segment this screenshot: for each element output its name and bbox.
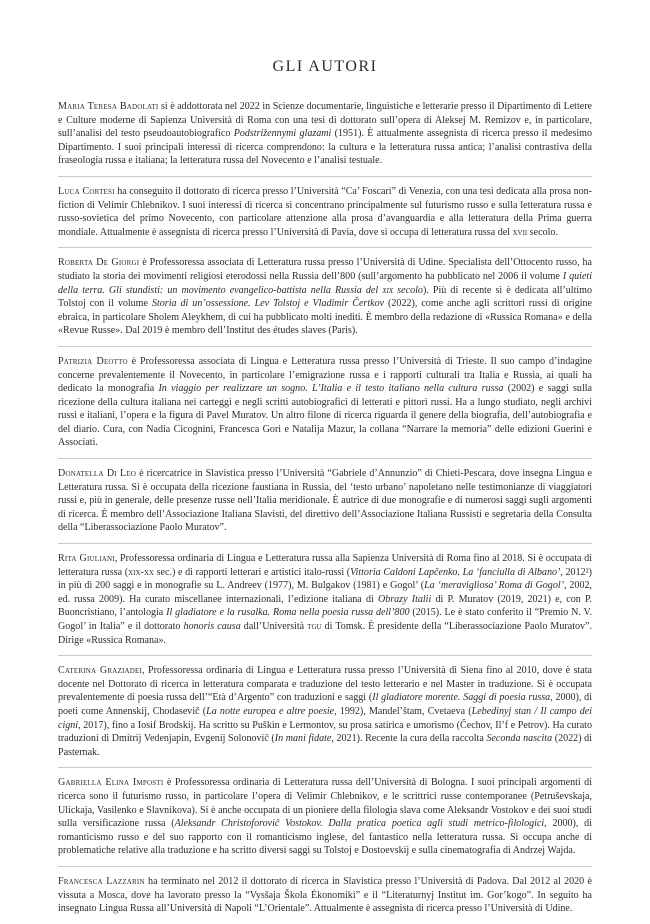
work-title: I quieti della terra. Gli stundisti: un movimento evangelico-battista nella Russia del [58, 270, 592, 296]
authors-list [58, 100, 592, 924]
bio-text: xvii [512, 226, 528, 238]
bio-text: sec.) e di rapporti letterari e artistici italo-russi ( [153, 566, 351, 578]
bio-text: xix-xx [128, 566, 154, 578]
work-title: Aleksandr Christoforovič Vostokov. Dalla pratica poetica agli studi metrico-filologici [174, 818, 545, 830]
author-name: Gabriella Elina Imposti [58, 777, 164, 789]
bio-text: ). Più di recente si è dedicata all’ultimo Tolstoj con il volume [58, 284, 593, 310]
author-name: Rita Giuliani [58, 553, 115, 565]
bio-text: si è addottorata nel 2022 in Scienze documentarie, linguistiche e letterarie presso il Dipartimento di Lettere e Culture moderne di Sapienza Università di Roma con una tesi di dottorato sull’opera di Aleksej M. Remizov e, in particolare, sull’analisi del testo pseudoautobiografico [58, 101, 593, 140]
bio-text: di P. Muratov (2019, 2021) e, con P. Buoncristiano, l’antologia [58, 593, 592, 619]
bio-text: (2022) di Pasternak. [58, 733, 592, 758]
bio-text: (2022), come anche agli scrittori russi di origine ebraica, in particolare Sholem Aleykhem, di cui ha pubblicato molti inediti. È membro della redazione di «Russica Romana» e della «Revue Russe». Dal 2019 è membro dell’Institut des études slaves (Paris). [58, 298, 593, 337]
author-name: Maria Teresa Badolati [58, 101, 159, 112]
work-title: Lebedinyj stan / Il campo dei cigni [58, 705, 592, 731]
bio-text: , 2017), fino a Iosif Brodskij. Ha scritto su Puškin e Lermontov, su prosa satirica e umorismo (Čechov, Il’f e Petrov). Ha curato traduzioni di Dmitrij Vedenjapin, Evgenij Solonovič ( [58, 719, 592, 745]
bio-text: (2015). Le è stato conferito il “Premio N. V. Gogol’ in Italia” e il dottorato [58, 607, 592, 632]
bio-text: , 2000), di poeti come Annenskij, Chodasevič ( [58, 692, 592, 717]
bio-text: , 2000), di romanticismo russo e del suo rapporto con il romanticismo inglese, del fantastico nella letteratura russa. Si occupa anche di problematiche relative alla traduzione e ha scritto diversi saggi su Tolstoj e Dostoevskij e sulla cinematografia di Andrzej Wajda. [58, 818, 592, 857]
work-title: Obrazy Italii [377, 593, 432, 605]
bio-text: (1951). È attualmente assegnista di ricerca presso il medesimo Dipartimento. I suoi principali interessi di ricerca comprendono: la cultura e la letteratura russa antica; l’analisi contrastiva della fraseologia russa e italiana; la letteratura russa del Novecento e l’analisi testuale. [58, 128, 592, 167]
author-entry [58, 552, 592, 656]
author-entry [58, 467, 592, 544]
bio-text: , Professoressa ordinaria di Lingua e Letteratura russa presso l’Università di Siena fino al 2010, dove è stata docente nel Dottorato di ricerca in letteratura comparata e traduzione del testo letterario e nel Master in traduzione. Si è occupata prevalentemente di poesia russa dell’“Età d’Argento” con traduzioni e saggi ( [58, 665, 593, 704]
work-title: Il gladiatore e la rusalka. Roma nella poesia russa dell’800 [166, 607, 410, 619]
work-title: secolo [393, 284, 423, 296]
bio-text: ha terminato nel 2012 il dottorato di ricerca in Slavistica presso l’Università di Padova. Dal 2012 al 2020 è vissuta a Mosca, dove ha lavorato presso la “Vysšaja Škola Ėkonomiki” e il “Literaturnyj Institut im. Gor’kogo”. In seguito ha insegnato Lingua Russa all’Università di Napoli “L’Orientale”. Attualmente è assegnista di ricerca presso l’Università di Udine. [58, 875, 592, 915]
bio-text: di Tomsk. È presidente della “Liberassociazione Paolo Muratov”. Dirige «Russica Romana». [58, 621, 593, 646]
author-name: Patrizia Deotto [58, 355, 128, 367]
bio-text: , 1992), Mandel’štam, Cvetaeva ( [334, 705, 472, 717]
page-title: GLI AUTORI [272, 58, 378, 75]
bio-text: è Professoressa associata di Letteratura russa presso l’Università di Udine. Specialista dell’Ottocento russo, ha studiato la storia dei movimenti religiosi eterodossi nella Russia dell’800 (sull’argomento ha pubblicato nel 2006 il volume [58, 257, 592, 282]
bio-text: tgu [307, 621, 322, 632]
work-title: Seconda nascita [486, 733, 553, 745]
work-title: Storia di un’ossessione. Lev Tolstoj e Vladimir Čertkov [151, 298, 385, 310]
author-entry [58, 664, 592, 768]
bio-text: , 2002, ed. russa 2009). Ha curato miscellanee internazionali, l’edizione italiana di [58, 580, 593, 605]
bio-text: secolo. [527, 226, 558, 238]
author-entry [58, 875, 592, 924]
work-title: La ‘meravigliosa’ Roma di Gogol’ [424, 580, 564, 592]
author-entry [58, 256, 592, 347]
work-title: Il gladiatore morente. Saggi di poesia russa [372, 692, 551, 704]
work-title: Podstrižennymi glazami [233, 128, 332, 140]
author-entry [58, 355, 592, 459]
author-entry [58, 100, 592, 177]
bio-text: , 2012²) in più di 200 saggi e in monografie su L. Andreev (1977), M. Bulgakov (1981) e Gogol’ ( [58, 566, 592, 592]
author-name: Luca Cortesi [58, 185, 115, 197]
bio-text: è Professoressa ordinaria di Letteratura russa dell’Università di Bologna. I suoi principali argomenti di ricerca sono il futurismo russo, in particolare l’opera di Velimir Chlebnikov, e le scrittrici russe contemporanee (Petruševskaja, Ulickaja, Vasilenko e Slavnikova). Si è anche occupata di un pioniere della filologia slava come Aleksandr Vostokov e dei suoi studi sulla versificazione russa ( [58, 777, 592, 830]
work-title: In mani fidate [274, 733, 332, 745]
bio-text: ha conseguito il dottorato di ricerca presso l’Università “Ca’ Foscari” di Venezia, con una tesi dedicata alla prosa non-fiction di Velimir Chlebnikov. I suoi interessi di ricerca si concentrano principalmente sul futurismo russo e sulla letteratura russa e russo-sovietica del primo Novecento, con particolare attenzione alla prosa d’avanguardia e alla letteratura della Prima guerra mondiale. Attualmente è assegnista di ricerca presso l’Università di Pavia, dove si occupa di letteratura russa del [58, 185, 593, 238]
author-entry [58, 776, 592, 867]
author-entry [58, 185, 592, 248]
work-title: La notte europea e altre poesie [206, 705, 335, 717]
bio-text: è Professoressa associata di Lingua e Letteratura russa presso l’Università di Trieste. Il suo campo d’indagine concerne prevalentemente il Novecento, in particolare l’emigrazione russa e i rapporti culturali tra Italia e Russia, ai quali ha dedicato la monografia [58, 355, 592, 395]
bio-text: , Professoressa ordinaria di Lingua e Letteratura russa alla Sapienza Università di Roma fino al 2018. Si è occupata di letteratura russa ( [58, 553, 593, 578]
bio-text: dall’Università [240, 621, 308, 632]
author-name: Francesca Lazzarin [58, 875, 145, 887]
bio-text: (2002) e saggi sulla ricezione della cultura italiana nei carteggi e negli scritti autobiografici di letterati e pittori russi. Ha a lungo studiato, negli archivi russi e italiani, l’opera e la figura di Pavel Muratov. Un altro filone di ricerca riguarda il genere della biografia, dell’autobiografia e del diario. Cura, con Nadia Cicognini, Francesca Gori e Natalija Mazur, la collana “Narrare la memoria” delle edizioni Guerini e Associati. [58, 383, 592, 449]
author-name: Donatella Di Leo [58, 468, 137, 480]
bio-text: è ricercatrice in Slavistica presso l’Università “Gabriele d’Annunzio” di Chieti-Pescara, dove insegna Lingua e Letteratura russa. Si è occupata della ricezione faustiana in Russia, del ‘testo urbano’ napoletano nelle testimonianze di viaggiatori russi e, più in generale, delle presenze russe nell’Italia meridionale. È autrice di due monografie e di numerosi saggi sugli argomenti di ricerca. È membro dell’Associazione Italiana Slavisti, del direttivo dell’Associazione Italiana Russisti e segretaria della Consulta della “Liberassociazione Paolo Muratov”. [58, 468, 592, 534]
work-title: Vittoria Caldoni Lapčenko. La ‘fanciulla di Albano’ [350, 566, 561, 578]
work-title: honoris causa [183, 621, 241, 632]
author-name: Roberta De Giorgi [58, 257, 140, 269]
author-name: Caterina Graziadei [58, 665, 143, 677]
work-title: In viaggio per realizzare un sogno. L’Italia e il testo italiano nella cultura russa [158, 383, 504, 395]
bio-text: , 2021). Recente la cura della raccolta [331, 733, 487, 745]
work-title: xix [382, 284, 394, 296]
